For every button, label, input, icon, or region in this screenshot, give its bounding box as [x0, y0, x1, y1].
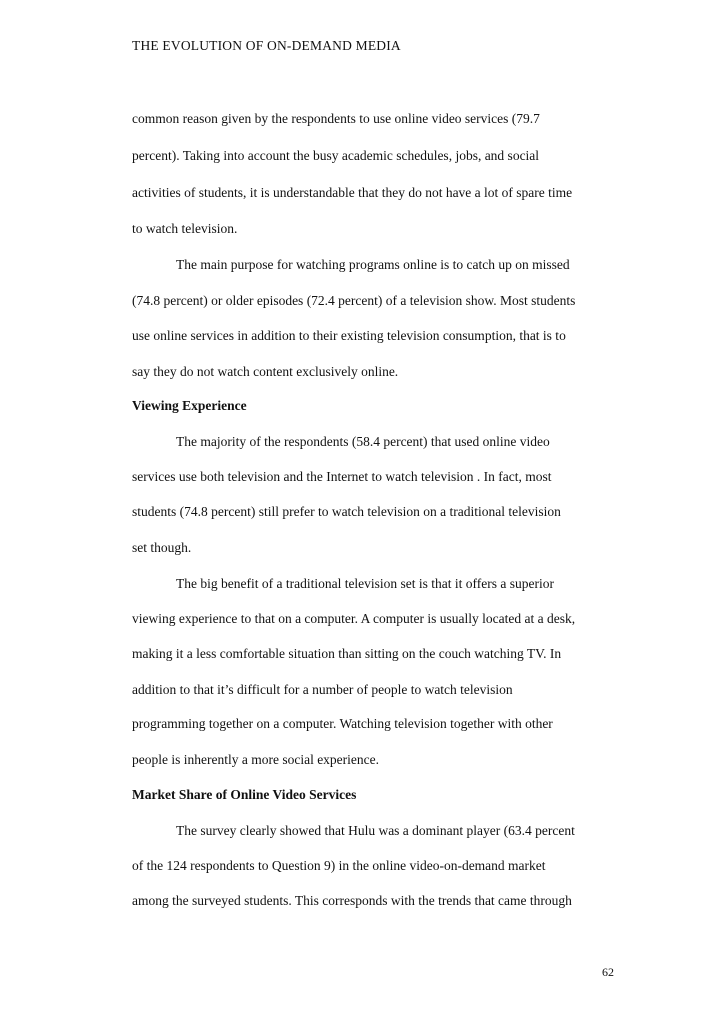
body-line: (74.8 percent) or older episodes (72.4 percent) of a television show. Most students	[132, 293, 576, 308]
body-line: students (74.8 percent) still prefer to watch television on a traditional television	[132, 504, 561, 519]
body-line: services use both television and the Internet to watch television . In fact, most	[132, 469, 552, 484]
section-heading-market-share: Market Share of Online Video Services	[132, 787, 357, 802]
body-line: viewing experience to that on a computer. A computer is usually located at a desk,	[132, 611, 576, 626]
section-heading-viewing-experience: Viewing Experience	[132, 398, 247, 413]
running-head: THE EVOLUTION OF ON-DEMAND MEDIA	[132, 38, 401, 53]
page-number: 62	[602, 965, 614, 979]
paragraph-first-line: The main purpose for watching programs online is to catch up on missed	[176, 257, 570, 272]
body-line: programming together on a computer. Watching television together with other	[132, 716, 553, 731]
body-line: common reason given by the respondents to use online video services (79.7	[132, 111, 540, 126]
body-line: of the 124 respondents to Question 9) in the online video-on-demand market	[132, 858, 546, 873]
paragraph-first-line: The big benefit of a traditional television set is that it offers a superior	[176, 576, 555, 591]
body-line: making it a less comfortable situation than sitting on the couch watching TV. In	[132, 646, 562, 661]
body-line: set though.	[132, 540, 192, 555]
body-line: addition to that it’s difficult for a number of people to watch television	[132, 682, 513, 697]
paragraph-first-line: The survey clearly showed that Hulu was a dominant player (63.4 percent	[176, 823, 575, 838]
paragraph-first-line: The majority of the respondents (58.4 percent) that used online video	[176, 434, 550, 449]
body-line: say they do not watch content exclusively online.	[132, 364, 399, 379]
body-line: use online services in addition to their existing television consumption, that is to	[132, 328, 566, 343]
body-line: activities of students, it is understandable that they do not have a lot of spare time	[132, 185, 573, 200]
body-line: people is inherently a more social experience.	[132, 752, 380, 767]
body-line: among the surveyed students. This corresponds with the trends that came through	[132, 893, 572, 908]
body-line: to watch television.	[132, 221, 238, 236]
body-line: percent). Taking into account the busy academic schedules, jobs, and social	[132, 148, 540, 163]
